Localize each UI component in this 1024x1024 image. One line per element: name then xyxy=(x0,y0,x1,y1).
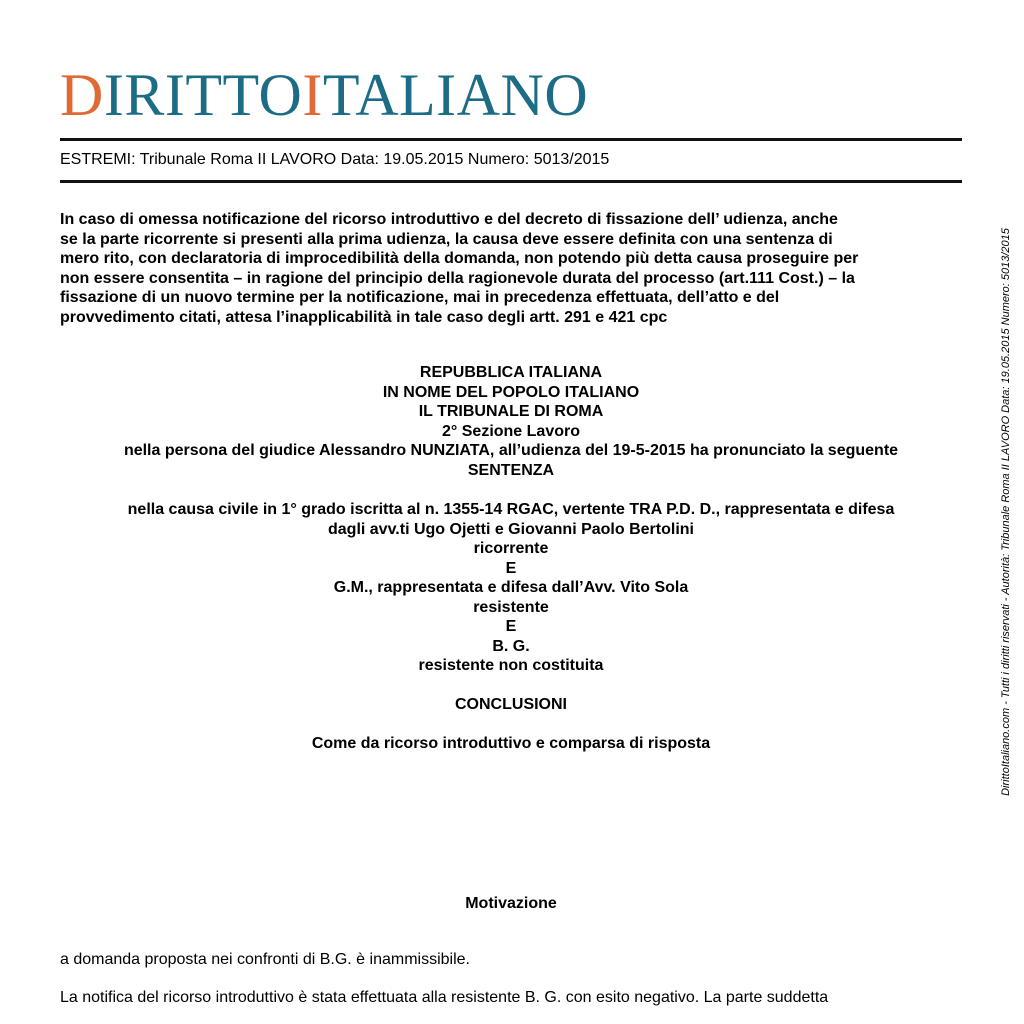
header-divider-bottom xyxy=(60,180,962,183)
parties-line: B. G. xyxy=(492,637,530,655)
side-copyright-note: DirittoItaliano.com - Tutti i diritti riservati - Autorità: Tribunale Roma II LAVORO Data: 19.05.2015 Numero: 5013/2015 xyxy=(1000,228,1012,796)
headnote-line: provvedimento citati, attesa l’inapplicabilità in tale caso degli artt. 291 e 421 cpc xyxy=(60,308,668,326)
logo-letter-i: I xyxy=(302,62,323,128)
document-references: ESTREMI: Tribunale Roma II LAVORO Data: 19.05.2015 Numero: 5013/2015 xyxy=(60,151,610,168)
parties-role: resistente non costituita xyxy=(418,657,604,674)
parties-role: resistente xyxy=(473,598,549,616)
parties-line: nella causa civile in 1° grado iscritta al n. 1355-14 RGAC, vertente TRA P.D. D., rappresentata e difesa xyxy=(127,501,895,518)
parties-line: G.M., rappresentata e difesa dall’Avv. Vito Sola xyxy=(333,579,689,596)
heading-section: 2° Sezione Lavoro xyxy=(442,422,580,440)
site-logo xyxy=(60,62,588,128)
headnote-line: In caso di omessa notificazione del ricorso introduttivo e del decreto di fissazione dell’ udienza, anche xyxy=(60,211,838,228)
logo-letter-d: D xyxy=(60,62,104,128)
motivazione-title: Motivazione xyxy=(465,895,557,912)
parties-role: ricorrente xyxy=(473,540,549,557)
parties-block xyxy=(60,500,962,676)
parties-separator: E xyxy=(505,559,517,577)
parties-separator: E xyxy=(505,618,517,635)
parties-line: dagli avv.ti Ugo Ojetti e Giovanni Paolo Bertolini xyxy=(328,520,694,538)
heading-judge: nella persona del giudice Alessandro NUNZIATA, all’udienza del 19-5-2015 ha pronunciato la seguente xyxy=(123,442,899,459)
logo-word-italiano: TALIANO xyxy=(322,62,589,128)
headnote-line: se la parte ricorrente si presenti alla prima udienza, la causa deve essere definita con una sentenza di xyxy=(60,230,833,248)
logo-word-diritto: IRITTO xyxy=(103,62,303,128)
heading-people: IN NOME DEL POPOLO ITALIANO xyxy=(382,383,640,401)
headnote-line: mero rito, con declaratoria di improcedibilità della domanda, non potendo più detta causa proseguire per xyxy=(60,250,859,267)
judgment-heading xyxy=(60,363,962,480)
headnote-line: non essere consentita – in ragione del principio della ragionevole durata del processo (art.111 Cost.) – la xyxy=(60,269,855,287)
body-paragraph: a domanda proposta nei confronti di B.G. è inammissibile. xyxy=(60,951,470,968)
headnote-line: fissazione di un nuovo termine per la notificazione, mai in precedenza effettuata, dell’atto e del xyxy=(60,289,780,306)
body-paragraph: La notifica del ricorso introduttivo è stata effettuata alla resistente B. G. con esito negativo. La parte suddetta xyxy=(60,989,829,1006)
header-divider-top xyxy=(60,138,962,141)
heading-sentenza: SENTENZA xyxy=(467,461,555,479)
heading-court: IL TRIBUNALE DI ROMA xyxy=(418,403,604,420)
heading-republic: REPUBBLICA ITALIANA xyxy=(419,364,603,381)
conclusioni-text: Come da ricorso introduttivo e comparsa di risposta xyxy=(311,735,711,752)
conclusioni-title: CONCLUSIONI xyxy=(455,696,567,713)
headnote xyxy=(60,210,965,327)
